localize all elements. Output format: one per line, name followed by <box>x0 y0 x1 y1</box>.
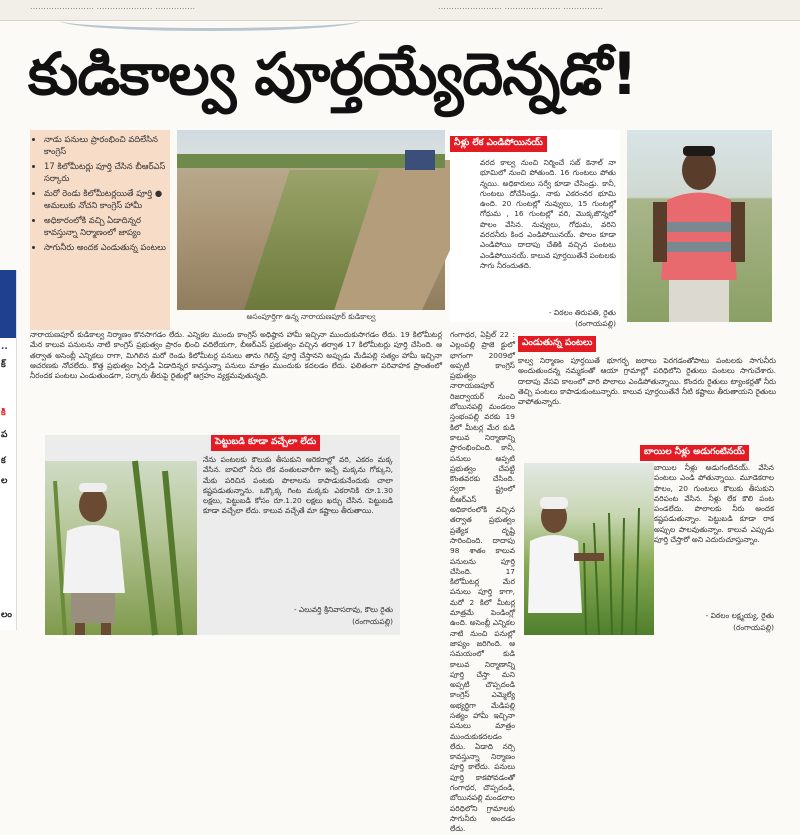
top-strip <box>0 0 800 21</box>
farmer-photo-3 <box>524 463 654 635</box>
farmer-illustration-1 <box>627 130 772 322</box>
left-column-text-5: క <box>1 456 6 466</box>
story-heading: పెట్టుబడి కూడా వచ్చేలా లేదు <box>211 435 320 451</box>
left-column-text-3: కి <box>1 408 6 418</box>
story-byline: - విఠలం తిరుపతి, రైతు <box>548 308 616 317</box>
story-place: (రంగాయపల్లి) <box>733 623 774 632</box>
story-heading: బాయిల నీళ్లు అడుగంటినయ్ <box>640 445 749 461</box>
story-withering-crops <box>518 330 776 440</box>
top-strip-left-text: …………………… ………………… …………… <box>30 2 196 11</box>
highlight-item: • మరో రెండు కిలోమీటర్లయితే పూర్తి ● అమలుకు నోచని కాంగ్రెస్ హామీ <box>44 188 170 211</box>
farmer-illustration-2 <box>45 461 197 635</box>
page-headline: కుడికాల్వ పూర్తయ్యేదెన్నడో! <box>28 40 637 108</box>
canal-photo-caption: అసంపూర్తిగా ఉన్న నారాయణపూర్ కుడికాల్వ <box>246 312 376 321</box>
left-column-blue-block <box>0 270 16 338</box>
highlight-item: • అధికారంలోకి వచ్చి ఏడాదిన్నర కావస్తున్నా నిర్మాణంలో జాప్యం <box>44 215 170 238</box>
highlight-item: • సాగునీరు అందక ఎండుతున్న పంటలు <box>44 242 170 254</box>
story-byline: - విఠలం లక్ష్మయ్య, రైతు <box>705 611 774 620</box>
farmer-photo-1 <box>627 130 772 322</box>
story-heading: ఎండుతున్న పంటలు <box>518 336 596 352</box>
story-byline: - ఎలువర్తి శ్రీనివాసరావు, కౌలు రైతు <box>293 605 393 614</box>
highlight-item: • నాడు పనులు ప్రారంభించి వదిలేసిన కాంగ్రెస్ <box>44 134 170 157</box>
top-strip-right-text: …………………… ………………… …………… <box>438 2 604 11</box>
highlight-item: • 17 కిలోమీటర్లు పూర్తి చేసిన బీఆర్ఎస్ సర్కారు <box>44 161 170 184</box>
story-body: వరద కాల్వ నుంచి నిర్మించే సబ్ కెనాల్ నా భూమిలో నుంచి పోతుంది. 16 గుంటలు పోతు న్నయి. అధికారులు సర్వే కూడా చేసిండ్రు. కానీ, గుంటలు దోచేసిండ్రు. నాకు ఎకరంనర భూమి ఉంది. 20 గుంటల్లో నువ్వులు, 15 గుంటల్లో గోధుమ , 16 గుంటల్లో వరి, మొక్కజొన్నలో పొలం వేసిన. నువ్వులు, గోధుమ, వరిని వరదనీరు కింద ఎండిపోయినయ్. పొలం కూడా ఎండిపోయి దాదాపు చేతికి వచ్చిన పంటలు ఎండిపోయినయ్. కాలువ పూర్తయితేనే పంటలకు సాగు నీరందుతది. <box>480 158 616 270</box>
farmer-photo-2 <box>45 461 197 635</box>
farmer-illustration-3 <box>524 463 654 635</box>
highlights-list <box>30 130 170 254</box>
left-cropped-column <box>0 270 17 630</box>
story-body: నేను పంటలకు కౌలుకు తీసుకుని ఆరెకరాల్లో వరి, ఎకరం మక్క వేసిన. బావిలో నీరు లేక వంతులవారీగా ఇచ్చే మక్కను గోక్కుని, మేకు పరిచిన పంటకు పొలాలను కాపాడుకునేందుకు చాలా కష్టపడుతున్నాను. ఒక్కొక్క గింట మక్కకు ఎకరానికి రూ.1.30 లక్షలు, పెట్టుబడి కోసం రూ.1.20 లక్షలు ఖర్చు చేసిన. పెట్టుబడి కూడా వచ్చేలా లేదు. కాలువ వచ్చేతే మా కష్టాలు తీరుతాయి. <box>203 455 393 516</box>
story-place: (రంగాయపల్లి) <box>575 319 616 328</box>
lead-paragraph: నారాయణపూర్ కుడికాల్వ నిర్మాణం కొనసాగడం లేదు. ఎన్నికల ముందు కాంగ్రెస్ అధిష్ఠాన హామీ ఇచ్చినా ముందుకుసాగడం లేదు. 19 కిలోమీటర్ల మేర కాలువ పనులను నాటి కాంగ్రెస్ ప్రభుత్వం ప్రారం భించి వదిలేయగా, బీఆర్ఎస్ ప్రభుత్వం వచ్చిన తర్వాత 17 కిలోమీటర్లు పూర్తి చేసింది. ఆ తర్వాత అసెంబ్లీ ఎన్నికలు రాగా, మిగిలిన మరో రెండు కిలోమీటర్ల పనులు తాను గెలిస్తే పూర్తి చేస్తానని అప్పుడు మేడిపల్లి సత్యం హామీ ఇచ్చినా ఆచరణకు నోచలేదు. కొత్త ప్రభుత్వం ఏర్పడి ఏడాదిన్నర కావస్తున్నా పనులు మాత్రం ముందుకు కదలడం లేదు. ఫలితంగా పరివాహక ప్రాంతంలో నీరందక పంటలు ఎండుతుండగా, సర్కారు తీరుపై రైతుల్లో ఆగ్రహం వ్యక్తమవుతున్నది. <box>30 330 442 381</box>
left-column-text-6: ల <box>1 476 8 486</box>
left-column-text-1: .. <box>1 342 8 352</box>
story-body: బాయిల నీళ్లు అడుగంటినయ్. వేసిన పంటలు ఎండి పోతున్నాయి. మూడెకరాల పొలం, 20 గుంటలు కౌలుకు తీసుకుని వరిపంట వేసిన. నీళ్లు లేక కౌలి పంట పండలేదు. పొలాలకు నీరు అందక కష్టపడుతున్నాం. పెట్టుబడి కూడా రాక అప్పుల పాలవుతున్నాం. కాలువ ఎప్పుడు పూర్తి చేస్తారో అని ఎదురుచూస్తున్నాం. <box>654 463 774 545</box>
left-column-text-7: లం <box>1 610 12 620</box>
left-column-text-2: క్ <box>1 360 6 370</box>
main-article-column: గంగాధర, ఏప్రిల్ 22 : ఎల్లంపల్లి ప్రాజె క్టులో భాగంగా 2009లో అప్పటి కాంగ్రెస్ ప్రభుత్వం నారాయణపూర్ రిజర్వాయర్ నుంచి బోయినపల్లి మండలం స్తంభంపల్లి వరకు 19 కిలో మీటర్ల మేర కుడి కాలువ నిర్మాణాన్ని ప్రారంభించింది. కానీ, పనులు అప్పటి ప్రభుత్వం చేపట్టి కొంతవరకు చేసింది. స్వరా ష్ట్రంలో బీఆర్ఎస్ అధికారంలోకి వచ్చిన తర్వాత ప్రభుత్వం ప్రత్యేక దృష్టి సారించింది. దాదాపు 98 శాతం కాలువ పనులను పూర్తి చేసింది. 17 కిలోమీటర్ల మేర పనులు పూర్తి కాగా, మరో 2 కిలో మీటర్ల మాత్రమే పెండింగ్లో ఉంది. అసెంబ్లీ ఎన్నికల నాటి నుంచి పనుల్లో జాప్యం జరిగింది. ఆ సమయంలో కుడి కాలువ నిర్మాణాన్ని పూర్తి చేస్తా మని అప్పటి చొప్పదండి కాంగ్రెస్ ఎమ్మెల్యే అభ్యర్థిగా మేడిపల్లి సత్యం హామీ ఇచ్చినా పనులు మాత్రం ముందుకుకదలడం లేదు. ఏడాది నర్సె కావస్తున్నా నిర్మాణం పూర్తి కాలేదు. పనులు పూర్తి కాకపోవడంతో గంగాధర, చొప్పదండి, బోయినపల్లి మండలాల పరిధిలోని గ్రామాలకు సాగునీరు అందడం లేదు. <box>450 330 515 834</box>
story-body: కాల్వ నిర్మాణం పూర్తయితే భూగర్భ జలాలు పెరగడంతోపాటు పంటలకు సాగునీరు అందుతుందన్న నమ్మకంతో ఆయా గ్రామాల్లో పరిధిలోని రైతులు పంటలు సాగుచేశారు. దాదాపు వేసవి కాలంలో వారి పొలాలు ఎండిపోతున్నాయి. కొందరు రైతులు ట్యాంకర్లతో నీరు తెచ్చి పంటలు కాపాడుకుంటున్నారు. కాలువ పూర్తయితేనే నీటి కష్టాలు తీరుతాయని రైతులు వాపోతున్నారు. <box>518 356 776 407</box>
story-investment-loss <box>45 435 400 635</box>
left-column-text-4: ప <box>1 430 8 440</box>
highlights-box <box>30 130 170 330</box>
story-heading: నీళ్లు లేక ఎండిపోయినయ్ <box>450 136 547 152</box>
canal-photo <box>177 130 445 310</box>
story-farmer-quote-1 <box>450 130 620 328</box>
story-place: (రంగాయపల్లి) <box>352 617 393 626</box>
building-shape <box>405 150 435 170</box>
